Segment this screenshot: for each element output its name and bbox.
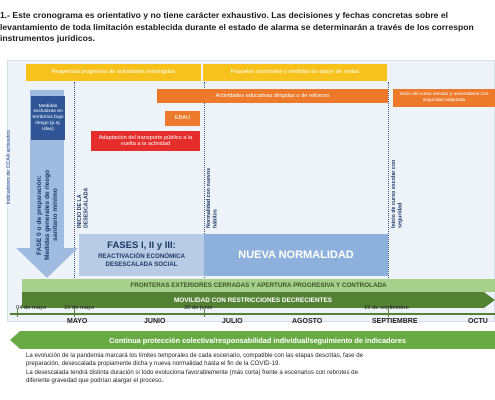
month-mayo: MAYO (67, 318, 88, 325)
header-note (0, 10, 495, 45)
bar-curso (393, 89, 495, 107)
vlabel-indicadores: Indicadores de CCAA activados (6, 130, 12, 205)
vlabel-indicadores-wrap (6, 130, 16, 230)
bar-educativas (157, 89, 388, 103)
bar-ebau (165, 111, 200, 126)
bar-movilidad-label: MOVILIDAD CON RESTRICCIONES DECRECIENTES (173, 296, 332, 304)
bar-transporte-label: Adaptación del transporte público a la vuelta a la actividad (98, 134, 193, 147)
header-line-1: 1.- Este cronograma es orientativo y no tiene carácter exhaustivo. Las decisiones y fechas concretas sobre el (0, 10, 449, 20)
date-may04: 04 de mayo (16, 305, 47, 311)
timeline-axis (10, 313, 495, 315)
vlabel-desescalada: INICIO DE LA DESESCALADA (77, 187, 90, 228)
box-nueva-normalidad (204, 234, 388, 276)
bar-curso-label: Inicio del curso escolar y universitario con seguridad adaptada (399, 92, 489, 103)
box-fases (79, 234, 204, 276)
box-medidas-label: Medidas exclusivas en territorios bajo riesgo (p.ej. islas) (32, 103, 64, 132)
box-medidas (31, 96, 65, 140)
fase0-label: FASE 0 o de preparación: Medidas generales de riesgo sanitario mínimo (36, 169, 59, 261)
bar-fronteras (22, 279, 495, 292)
footer-line-2: preparación, desescalada propiamente dicha y nueva normalidad hasta el fin de la COVID-19. (26, 360, 281, 368)
box-fases-title: FASES I, II y III: (107, 240, 176, 251)
bar-fronteras-label: FRONTERAS EXTERIORES CERRADAS Y APERTURA PROGRESIVA Y CONTROLADA (130, 282, 387, 289)
footer-line-3: La desescalada tendrá distinta duración si todo evoluciona favorablemente (más corta) frente a escenarios con rebrotes de (26, 368, 358, 376)
date-jun30: 30 de junio (184, 305, 213, 311)
vlabel-curso-wrap (391, 150, 411, 230)
header-line-2: levantamiento de toda limitación establecida durante el estado de alarma se determinarán a través de los correspon (0, 21, 474, 32)
vlabel-normalidad-wrap (206, 158, 226, 230)
fase0-label-wrap (30, 160, 66, 270)
date-sep15: 15 de septiembre (364, 305, 409, 311)
bar-educativas-label: Actividades educativas dirigidas o de refuerzo (215, 92, 330, 99)
month-agosto: AGOSTO (292, 318, 323, 325)
header-line-3: instrumentos jurídicos. (0, 33, 96, 43)
box-nueva-normalidad-label: NUEVA NORMALIDAD (238, 249, 354, 261)
vlabel-desescalada-wrap (77, 160, 97, 230)
footer-note (26, 352, 495, 386)
vlabel-normalidad: Normalidad con nuevos hábitos (206, 167, 219, 228)
footer-line-1: La evolución de la pandemia marcará los límites temporales de cada escenario, compatible con las etapas descritas, fase de (26, 352, 364, 359)
box-fases-sub: REACTIVACIÓN ECONÓMICA DESESCALADA SOCIAL (98, 253, 185, 268)
month-septiembre: SEPTIEMBRE (372, 318, 418, 325)
bar-continua (20, 331, 495, 349)
month-julio: JULIO (222, 318, 243, 325)
month-octubre: OCTU (468, 318, 488, 325)
bar-ebau-label: EBAU (174, 115, 191, 122)
date-may10: 10 de mayo (64, 305, 95, 311)
bar-reapertura (26, 64, 201, 81)
vlabel-curso: Inicio de curso escolar con seguridad (391, 159, 404, 228)
bar-transporte (91, 131, 200, 151)
footer-line-4: diferente gravedad que podrían alargar el proceso. (26, 377, 164, 385)
bar-continua-label: Continua protección colectiva/responsabilidad individual/seguimiento de indicadores (109, 335, 406, 345)
month-junio: JUNIO (144, 318, 166, 325)
bar-reapertura-label: Reapertura progresiva de actividades restringidas (51, 69, 176, 76)
bar-paquetes (203, 64, 387, 81)
bar-paquetes-label: Paquetes sectoriales y medidas de apoyo de rentas (230, 69, 360, 76)
